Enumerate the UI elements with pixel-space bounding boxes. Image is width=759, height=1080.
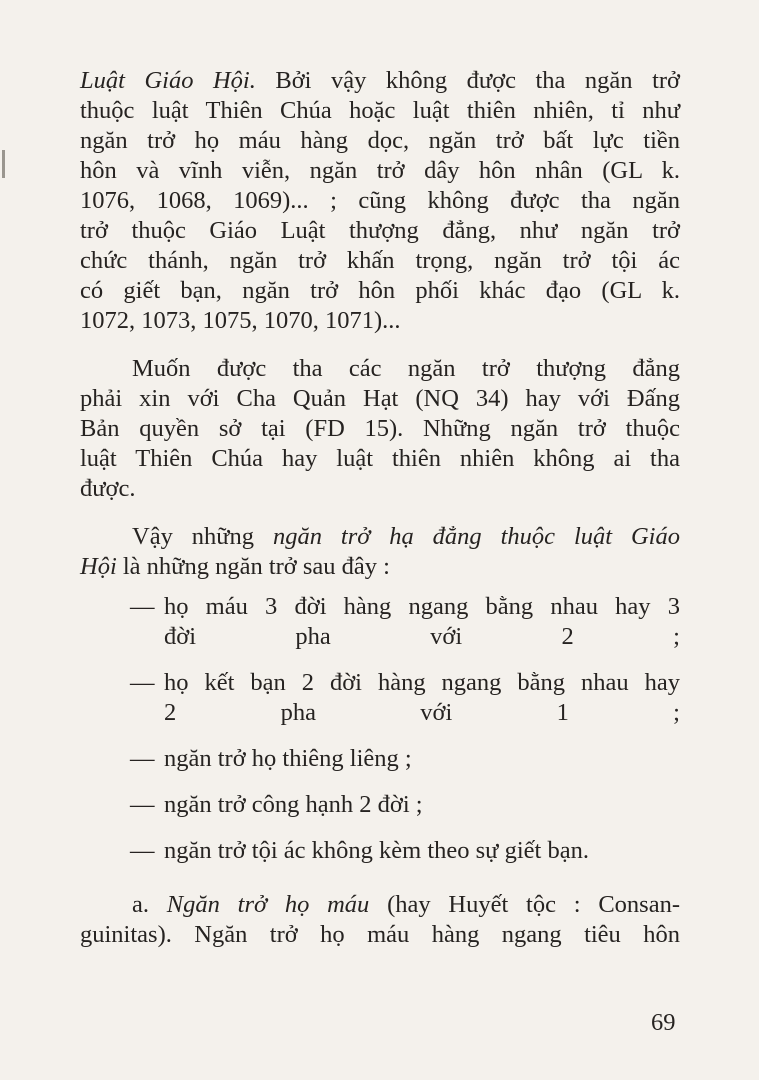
list-item bbox=[80, 592, 680, 652]
text-line: được. bbox=[80, 475, 136, 502]
text-line: 1076, 1068, 1069)... ; cũng không được tha ngăn bbox=[80, 187, 680, 214]
text-span: (hay Huyết tộc : Consan- bbox=[369, 891, 680, 918]
italic-term: Ngăn trở họ máu bbox=[166, 891, 370, 918]
list-item-text: họ máu 3 đời hàng ngang bằng nhau hay 3 bbox=[164, 593, 680, 620]
text-line: Bản quyền sở tại (FD 15). Những ngăn trở thuộc bbox=[80, 415, 680, 442]
italic-term: Luật Giáo Hội. bbox=[80, 67, 256, 94]
list-item bbox=[80, 790, 680, 820]
text-line: luật Thiên Chúa hay luật thiên nhiên không ai tha bbox=[80, 445, 680, 472]
list-item-continuation: đời pha với 2 ; bbox=[164, 623, 680, 650]
list-item bbox=[80, 668, 680, 728]
list-item bbox=[80, 744, 680, 774]
dash-marker: — bbox=[130, 745, 155, 772]
dash-marker: — bbox=[130, 669, 155, 696]
page-number: 69 bbox=[651, 1009, 676, 1036]
text-line: 1072, 1073, 1075, 1070, 1071)... bbox=[80, 307, 401, 334]
text-line: phải xin với Cha Quản Hạt (NQ 34) hay với Đấng bbox=[80, 385, 680, 412]
text-span: Bởi vậy không được tha ngăn trở bbox=[255, 67, 680, 94]
text-line: thuộc luật Thiên Chúa hoặc luật thiên nhiên, tỉ như bbox=[80, 97, 680, 124]
list-item-text: họ kết bạn 2 đời hàng ngang bằng nhau hay bbox=[164, 669, 680, 696]
italic-term: Hội bbox=[80, 553, 117, 580]
text-line: hôn và vĩnh viễn, ngăn trở dây hôn nhân (GL k. bbox=[80, 157, 680, 184]
text-line: có giết bạn, ngăn trở hôn phối khác đạo (GL k. bbox=[80, 277, 680, 304]
paragraph-1 bbox=[80, 66, 680, 336]
text-span: a. bbox=[132, 891, 167, 918]
list-item-text: ngăn trở công hạnh 2 đời ; bbox=[164, 791, 423, 818]
paragraph-3 bbox=[80, 522, 680, 582]
list-item-text: ngăn trở tội ác không kèm theo sự giết bạn. bbox=[164, 837, 589, 864]
gutter-shadow bbox=[2, 150, 5, 178]
text-line: Muốn được tha các ngăn trở thượng đẳng bbox=[132, 355, 680, 382]
italic-term: ngăn trở hạ đẳng thuộc luật Giáo bbox=[272, 523, 680, 550]
paragraph-4 bbox=[80, 890, 680, 950]
page-body bbox=[80, 66, 680, 950]
list-item bbox=[80, 836, 680, 866]
text-line bbox=[80, 552, 680, 582]
text-line bbox=[80, 522, 680, 552]
list-item-continuation: 2 pha với 1 ; bbox=[164, 699, 680, 726]
impediment-list bbox=[80, 592, 680, 866]
paragraph-2 bbox=[80, 354, 680, 504]
dash-marker: — bbox=[130, 791, 155, 818]
text-line bbox=[80, 66, 680, 96]
dash-marker: — bbox=[130, 837, 155, 864]
text-span: là những ngăn trở sau đây : bbox=[116, 553, 390, 580]
text-line: guinitas). Ngăn trở họ máu hàng ngang tiêu hôn bbox=[80, 921, 680, 948]
text-line bbox=[80, 890, 680, 920]
text-line: chức thánh, ngăn trở khấn trọng, ngăn trở tội ác bbox=[80, 247, 680, 274]
list-item-text: ngăn trở họ thiêng liêng ; bbox=[164, 745, 412, 772]
dash-marker: — bbox=[130, 593, 155, 620]
text-line: trở thuộc Giáo Luật thượng đẳng, như ngăn trở bbox=[80, 217, 680, 244]
text-span: Vậy những bbox=[132, 523, 273, 550]
text-line: ngăn trở họ máu hàng dọc, ngăn trở bất lực tiền bbox=[80, 127, 680, 154]
